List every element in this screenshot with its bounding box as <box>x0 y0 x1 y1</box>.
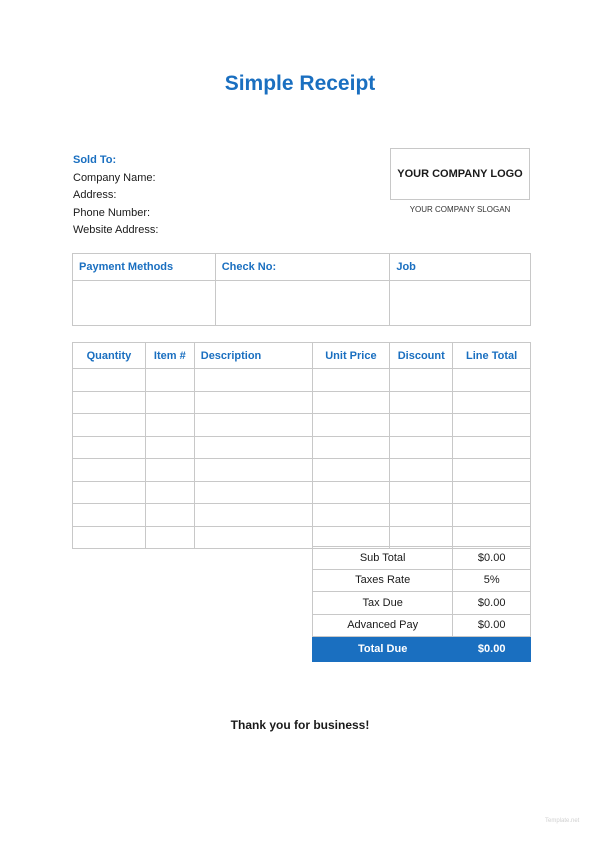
item-cell[interactable] <box>145 391 194 414</box>
item-cell[interactable] <box>453 481 531 504</box>
watermark: Template.net <box>545 818 580 824</box>
item-cell[interactable] <box>390 436 453 459</box>
taxes-rate-value[interactable]: 5% <box>453 569 531 592</box>
address-label: Address: <box>73 189 117 201</box>
item-cell[interactable] <box>390 504 453 527</box>
total-due-label: Total Due <box>313 637 453 662</box>
item-cell[interactable] <box>73 526 146 549</box>
sold-to-section <box>73 152 158 240</box>
item-cell[interactable] <box>453 369 531 392</box>
unit-price-header: Unit Price <box>312 343 390 369</box>
payment-header-row <box>73 254 531 281</box>
receipt-title: Simple Receipt <box>224 72 376 95</box>
item-cell[interactable] <box>73 459 146 482</box>
check-no-header: Check No: <box>215 254 390 281</box>
advanced-pay-label: Advanced Pay <box>313 614 453 637</box>
tax-due-label: Tax Due <box>313 592 453 615</box>
item-cell[interactable] <box>312 504 390 527</box>
quantity-header: Quantity <box>73 343 146 369</box>
items-header-row <box>73 343 531 369</box>
item-cell[interactable] <box>453 504 531 527</box>
company-slogan: YOUR COMPANY SLOGAN <box>409 205 511 214</box>
table-row <box>73 436 531 459</box>
item-cell[interactable] <box>145 369 194 392</box>
item-cell[interactable] <box>73 414 146 437</box>
payment-row <box>73 281 531 326</box>
website-address-label: Website Address: <box>73 224 159 236</box>
items-table <box>72 342 531 549</box>
item-cell[interactable] <box>312 436 390 459</box>
totals-row <box>313 592 531 615</box>
company-logo-box <box>390 148 530 200</box>
item-cell[interactable] <box>145 436 194 459</box>
totals-row <box>313 569 531 592</box>
company-logo-text: YOUR COMPANY LOGO <box>397 168 523 180</box>
item-cell[interactable] <box>145 414 194 437</box>
advanced-pay-value[interactable]: $0.00 <box>453 614 531 637</box>
item-cell[interactable] <box>390 481 453 504</box>
payment-table <box>72 253 531 326</box>
table-row <box>73 459 531 482</box>
item-cell[interactable] <box>194 481 312 504</box>
job-cell[interactable] <box>390 281 531 326</box>
tax-due-value[interactable]: $0.00 <box>453 592 531 615</box>
sub-total-value[interactable]: $0.00 <box>453 547 531 570</box>
line-total-header: Line Total <box>453 343 531 369</box>
item-cell[interactable] <box>453 459 531 482</box>
table-row <box>73 369 531 392</box>
payment-methods-header: Payment Methods <box>73 254 216 281</box>
item-cell[interactable] <box>194 391 312 414</box>
discount-header: Discount <box>390 343 453 369</box>
company-name-label: Company Name: <box>73 171 156 184</box>
item-cell[interactable] <box>73 504 146 527</box>
sold-to-label: Sold To: <box>73 154 117 166</box>
totals-row <box>313 614 531 637</box>
item-cell[interactable] <box>194 369 312 392</box>
item-cell[interactable] <box>312 391 390 414</box>
table-row <box>73 504 531 527</box>
phone-number-label: Phone Number: <box>73 206 151 219</box>
item-cell[interactable] <box>73 481 146 504</box>
table-row <box>73 414 531 437</box>
item-cell[interactable] <box>390 459 453 482</box>
item-cell[interactable] <box>453 391 531 414</box>
item-cell[interactable] <box>145 481 194 504</box>
totals-table <box>312 546 531 662</box>
total-due-row <box>313 637 531 662</box>
item-cell[interactable] <box>73 369 146 392</box>
item-cell[interactable] <box>194 526 312 549</box>
item-cell[interactable] <box>194 436 312 459</box>
item-cell[interactable] <box>73 391 146 414</box>
table-row <box>73 391 531 414</box>
item-cell[interactable] <box>453 436 531 459</box>
sub-total-label: Sub Total <box>313 547 453 570</box>
item-cell[interactable] <box>390 391 453 414</box>
item-cell[interactable] <box>312 459 390 482</box>
item-cell[interactable] <box>145 526 194 549</box>
item-cell[interactable] <box>194 414 312 437</box>
item-cell[interactable] <box>312 481 390 504</box>
item-cell[interactable] <box>390 369 453 392</box>
item-cell[interactable] <box>453 414 531 437</box>
taxes-rate-label: Taxes Rate <box>313 569 453 592</box>
item-cell[interactable] <box>73 436 146 459</box>
totals-row <box>313 547 531 570</box>
item-cell[interactable] <box>145 459 194 482</box>
job-header: Job <box>390 254 531 281</box>
item-cell[interactable] <box>312 414 390 437</box>
thank-you-message: Thank you for business! <box>230 718 370 732</box>
table-row <box>73 481 531 504</box>
item-number-header: Item # <box>145 343 194 369</box>
description-header: Description <box>194 343 312 369</box>
item-cell[interactable] <box>312 369 390 392</box>
item-cell[interactable] <box>194 459 312 482</box>
check-no-cell[interactable] <box>215 281 390 326</box>
item-cell[interactable] <box>390 414 453 437</box>
item-cell[interactable] <box>194 504 312 527</box>
total-due-value[interactable]: $0.00 <box>453 637 531 662</box>
payment-methods-cell[interactable] <box>73 281 216 326</box>
item-cell[interactable] <box>145 504 194 527</box>
